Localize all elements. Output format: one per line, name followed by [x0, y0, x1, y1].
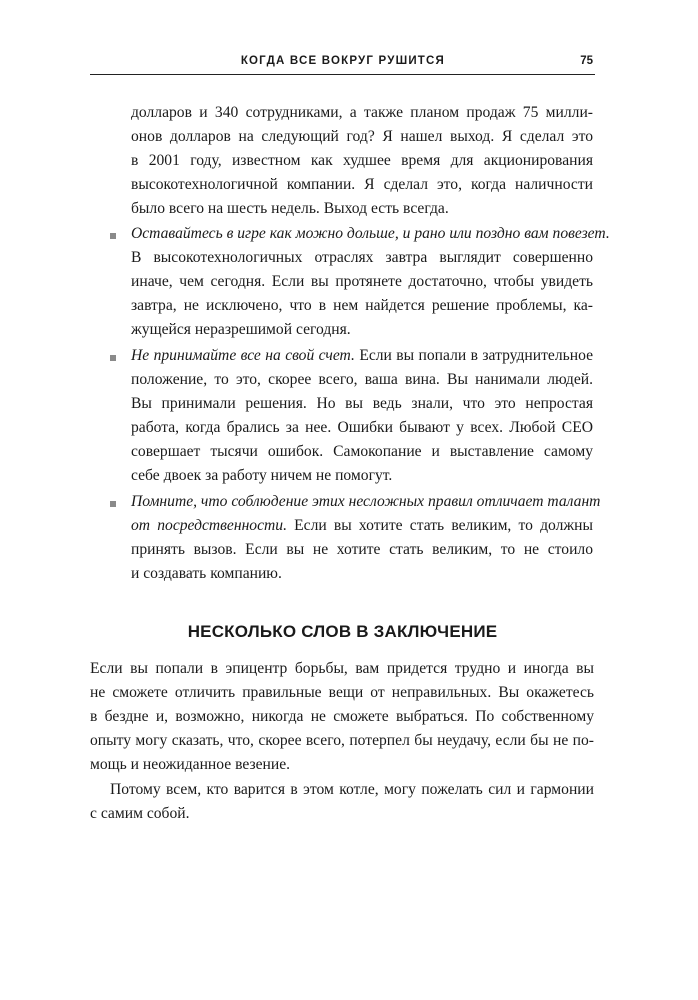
- text-line: мощь и неожиданное везение.: [90, 756, 291, 773]
- text-line: В высокотехнологичных отраслях завтра выглядит совершенно: [131, 249, 593, 266]
- emphasis: Помните, что соблюдение этих несложных правил отличает талант: [131, 493, 601, 510]
- text-line: и создавать компанию.: [131, 565, 282, 582]
- text-line: не сможете отличить правильные вещи от неправильных. Вы окажетесь: [90, 684, 594, 701]
- text-line: с самим собой.: [90, 805, 190, 822]
- inline-text: Если вы хотите стать великим, то должны: [286, 517, 593, 534]
- text-line: в бездне и, возможно, никогда не сможете выбраться. По собственному: [90, 708, 594, 725]
- text-line: в 2001 году, известном как худшее время для акционирования: [131, 152, 593, 169]
- text-line: Если вы попали в эпицентр борьбы, вам придется трудно и иногда вы: [90, 660, 594, 677]
- text-line: Потому всем, кто варится в этом котле, могу пожелать сил и гармонии: [110, 781, 594, 798]
- text-line: принять вызов. Если вы не хотите стать великим, то не стоило: [131, 541, 593, 558]
- text-line: [131, 516, 593, 536]
- text-line: положение, то это, скорее всего, ваша вина. Вы нанимали людей.: [131, 371, 593, 388]
- text-line: работа, когда брались за нее. Ошибки бывают у всех. Любой CEO: [131, 419, 593, 436]
- square-bullet-icon: [110, 501, 116, 507]
- inline-text: Если вы попали в затруднительное: [354, 347, 593, 364]
- emphasis: Не принимайте все на свой счет.: [131, 347, 355, 364]
- text-line: совершает тысячи ошибок. Самокопание и выставление самому: [131, 443, 593, 460]
- emphasis: от посредственности.: [131, 517, 287, 534]
- text-line: иначе, чем сегодня. Если вы протянете достаточно, чтобы увидеть: [131, 273, 593, 290]
- text-line: себе двоек за работу ничем не помогут.: [131, 467, 393, 484]
- text-line: долларов и 340 сотрудниками, а также планом продаж 75 милли-: [131, 104, 593, 121]
- text-line: завтра, не исключено, что в нем найдется решение проблемы, ка-: [131, 297, 593, 314]
- running-title: КОГДА ВСЕ ВОКРУГ РУШИТСЯ: [240, 55, 445, 67]
- text-line: жущейся неразрешимой сегодня.: [131, 321, 351, 338]
- text-line: Вы принимали решения. Но вы ведь знали, что это непростая: [131, 395, 593, 412]
- text-line: онов долларов на следующий год? Я нашел выход. Я сделал это: [131, 128, 593, 145]
- text-line: было всего на шесть недель. Выход есть всегда.: [131, 200, 449, 217]
- text-line: [131, 224, 610, 244]
- section-heading: НЕСКОЛЬКО СЛОВ В ЗАКЛЮЧЕНИЕ: [187, 622, 498, 641]
- emphasis: Оставайтесь в игре как можно дольше, и рано или поздно вам повезет.: [131, 225, 610, 242]
- text-line: высокотехнологичной компании. Я сделал это, когда наличности: [131, 176, 593, 193]
- page-number: 75: [580, 55, 593, 67]
- text-line: [131, 346, 593, 366]
- text-line: опыту могу сказать, что, скорее всего, потерпел бы неудачу, если бы не по-: [90, 732, 594, 749]
- text-line: [131, 492, 601, 512]
- header-rule: [90, 74, 595, 75]
- square-bullet-icon: [110, 233, 116, 239]
- square-bullet-icon: [110, 355, 116, 361]
- running-head: [90, 55, 595, 75]
